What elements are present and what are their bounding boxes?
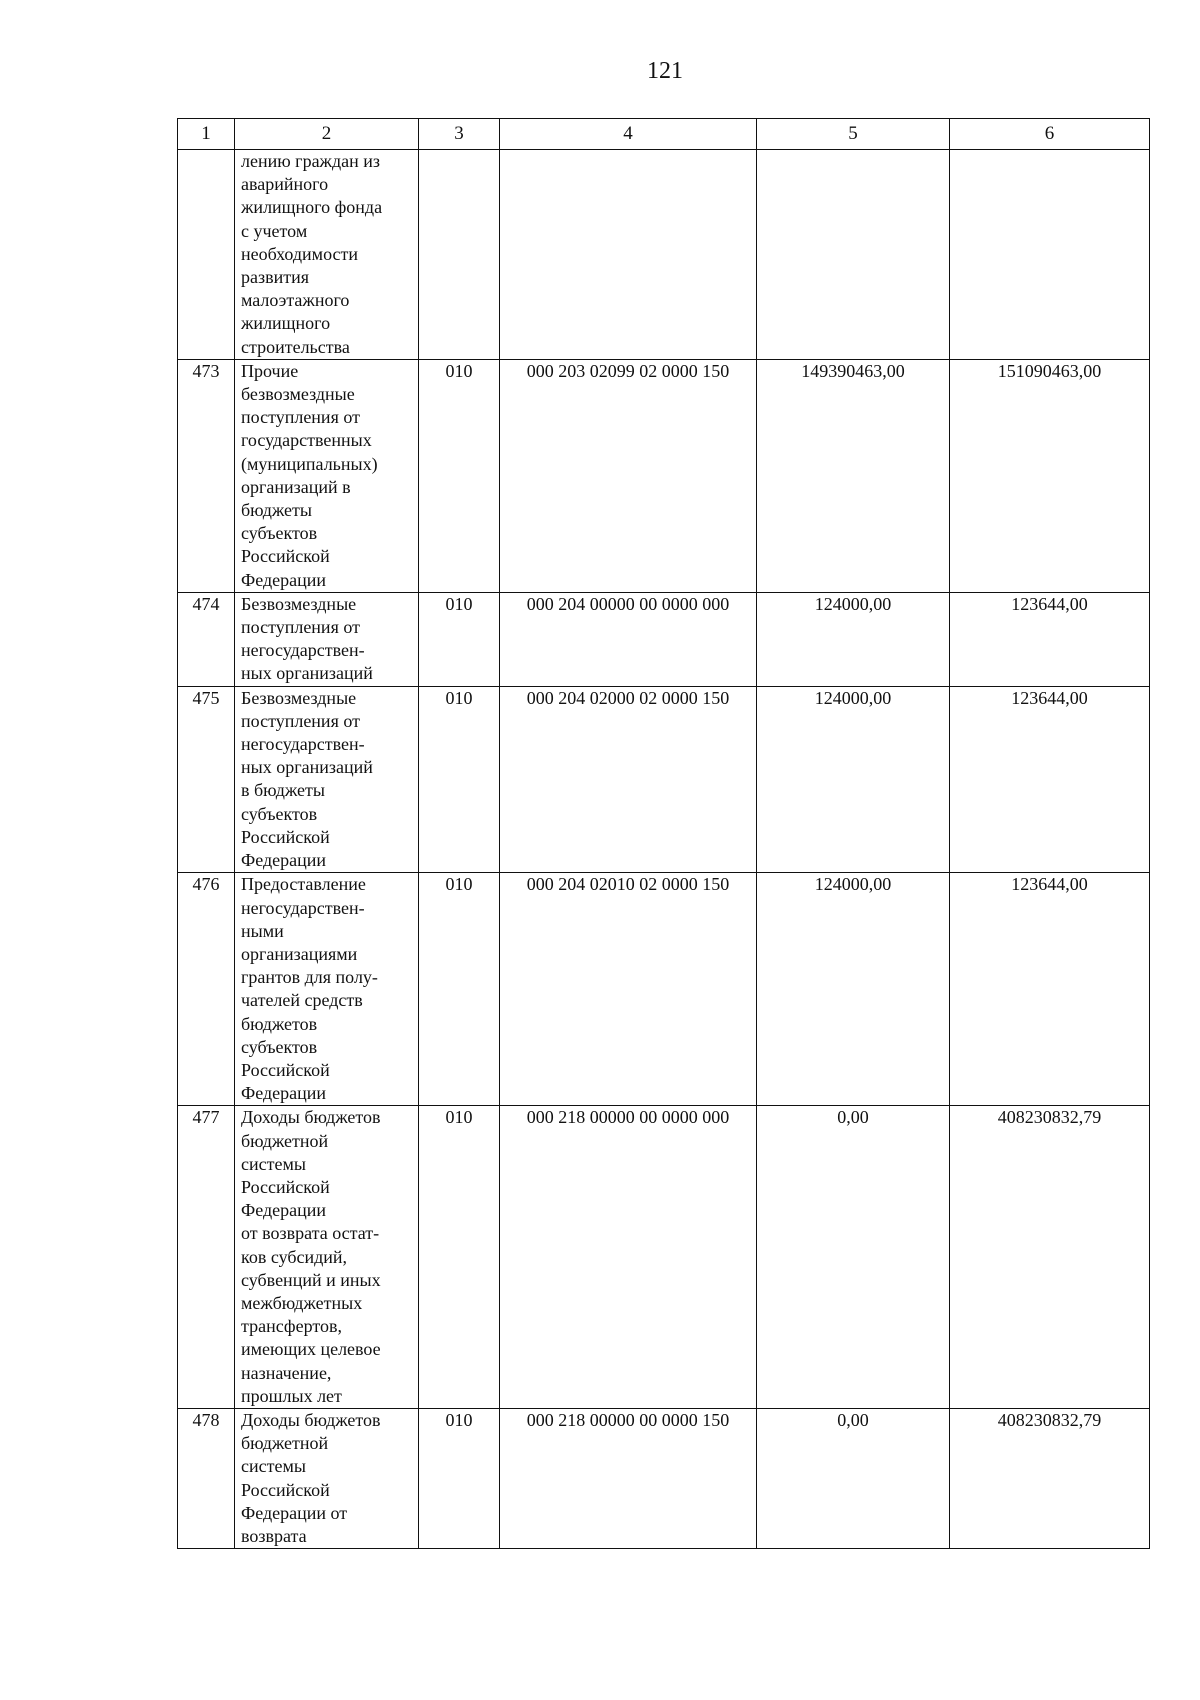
table-row bbox=[178, 1106, 1150, 1409]
row-amount-col6: 123644,00 bbox=[950, 686, 1150, 873]
table-body bbox=[178, 150, 1150, 1549]
budget-table bbox=[177, 118, 1150, 1549]
row-amount-col5: 124000,00 bbox=[757, 686, 950, 873]
header-col-4: 4 bbox=[500, 119, 757, 150]
header-col-3: 3 bbox=[419, 119, 500, 150]
row-admin-code: 010 bbox=[419, 873, 500, 1106]
header-col-2: 2 bbox=[235, 119, 419, 150]
row-name: Доходы бюджетов бюджетной системы Российской Федерации от возврата остат- ков субсидий, субвенций и иных межбюджетных трансфертов, имеющих целевое назначение, прошлых лет bbox=[235, 1106, 419, 1409]
table-row bbox=[178, 686, 1150, 873]
row-number: 473 bbox=[178, 359, 235, 592]
row-amount-col6: 123644,00 bbox=[950, 873, 1150, 1106]
row-name: Безвозмездные поступления от негосударствен- ных организаций в бюджеты субъектов Российской Федерации bbox=[235, 686, 419, 873]
row-admin-code: 010 bbox=[419, 592, 500, 686]
row-amount-col5: 124000,00 bbox=[757, 873, 950, 1106]
row-amount-col6: 151090463,00 bbox=[950, 359, 1150, 592]
row-admin-code: 010 bbox=[419, 686, 500, 873]
header-col-6: 6 bbox=[950, 119, 1150, 150]
row-number: 477 bbox=[178, 1106, 235, 1409]
row-admin-code: 010 bbox=[419, 1106, 500, 1409]
row-classification-code: 000 218 00000 00 0000 150 bbox=[500, 1408, 757, 1548]
page-number: 121 bbox=[647, 58, 683, 84]
row-amount-col5: 149390463,00 bbox=[757, 359, 950, 592]
row-number: 474 bbox=[178, 592, 235, 686]
row-classification-code: 000 203 02099 02 0000 150 bbox=[500, 359, 757, 592]
row-name: Доходы бюджетов бюджетной системы Российской Федерации от возврата bbox=[235, 1408, 419, 1548]
row-name: лению граждан из аварийного жилищного фонда с учетом необходимости развития малоэтажного жилищного строительства bbox=[235, 150, 419, 360]
row-amount-col6 bbox=[950, 150, 1150, 360]
row-name: Прочие безвозмездные поступления от государственных (муниципальных) организаций в бюджеты субъектов Российской Федерации bbox=[235, 359, 419, 592]
row-number: 475 bbox=[178, 686, 235, 873]
table-row bbox=[178, 150, 1150, 360]
row-classification-code: 000 204 00000 00 0000 000 bbox=[500, 592, 757, 686]
row-amount-col5 bbox=[757, 150, 950, 360]
row-classification-code bbox=[500, 150, 757, 360]
table-row bbox=[178, 359, 1150, 592]
row-number: 478 bbox=[178, 1408, 235, 1548]
row-amount-col6: 123644,00 bbox=[950, 592, 1150, 686]
row-number bbox=[178, 150, 235, 360]
row-amount-col6: 408230832,79 bbox=[950, 1408, 1150, 1548]
header-col-1: 1 bbox=[178, 119, 235, 150]
row-amount-col5: 0,00 bbox=[757, 1106, 950, 1409]
row-admin-code: 010 bbox=[419, 359, 500, 592]
table-row bbox=[178, 873, 1150, 1106]
header-col-5: 5 bbox=[757, 119, 950, 150]
table-row bbox=[178, 1408, 1150, 1548]
row-name: Предоставление негосударствен- ными организациями грантов для полу- чателей средств бюджетов субъектов Российской Федерации bbox=[235, 873, 419, 1106]
row-classification-code: 000 204 02000 02 0000 150 bbox=[500, 686, 757, 873]
row-classification-code: 000 218 00000 00 0000 000 bbox=[500, 1106, 757, 1409]
row-name: Безвозмездные поступления от негосударствен- ных организаций bbox=[235, 592, 419, 686]
row-classification-code: 000 204 02010 02 0000 150 bbox=[500, 873, 757, 1106]
table-header bbox=[178, 119, 1150, 150]
row-number: 476 bbox=[178, 873, 235, 1106]
row-admin-code: 010 bbox=[419, 1408, 500, 1548]
row-amount-col6: 408230832,79 bbox=[950, 1106, 1150, 1409]
header-row bbox=[178, 119, 1150, 150]
row-admin-code bbox=[419, 150, 500, 360]
row-amount-col5: 0,00 bbox=[757, 1408, 950, 1548]
table-row bbox=[178, 592, 1150, 686]
row-amount-col5: 124000,00 bbox=[757, 592, 950, 686]
